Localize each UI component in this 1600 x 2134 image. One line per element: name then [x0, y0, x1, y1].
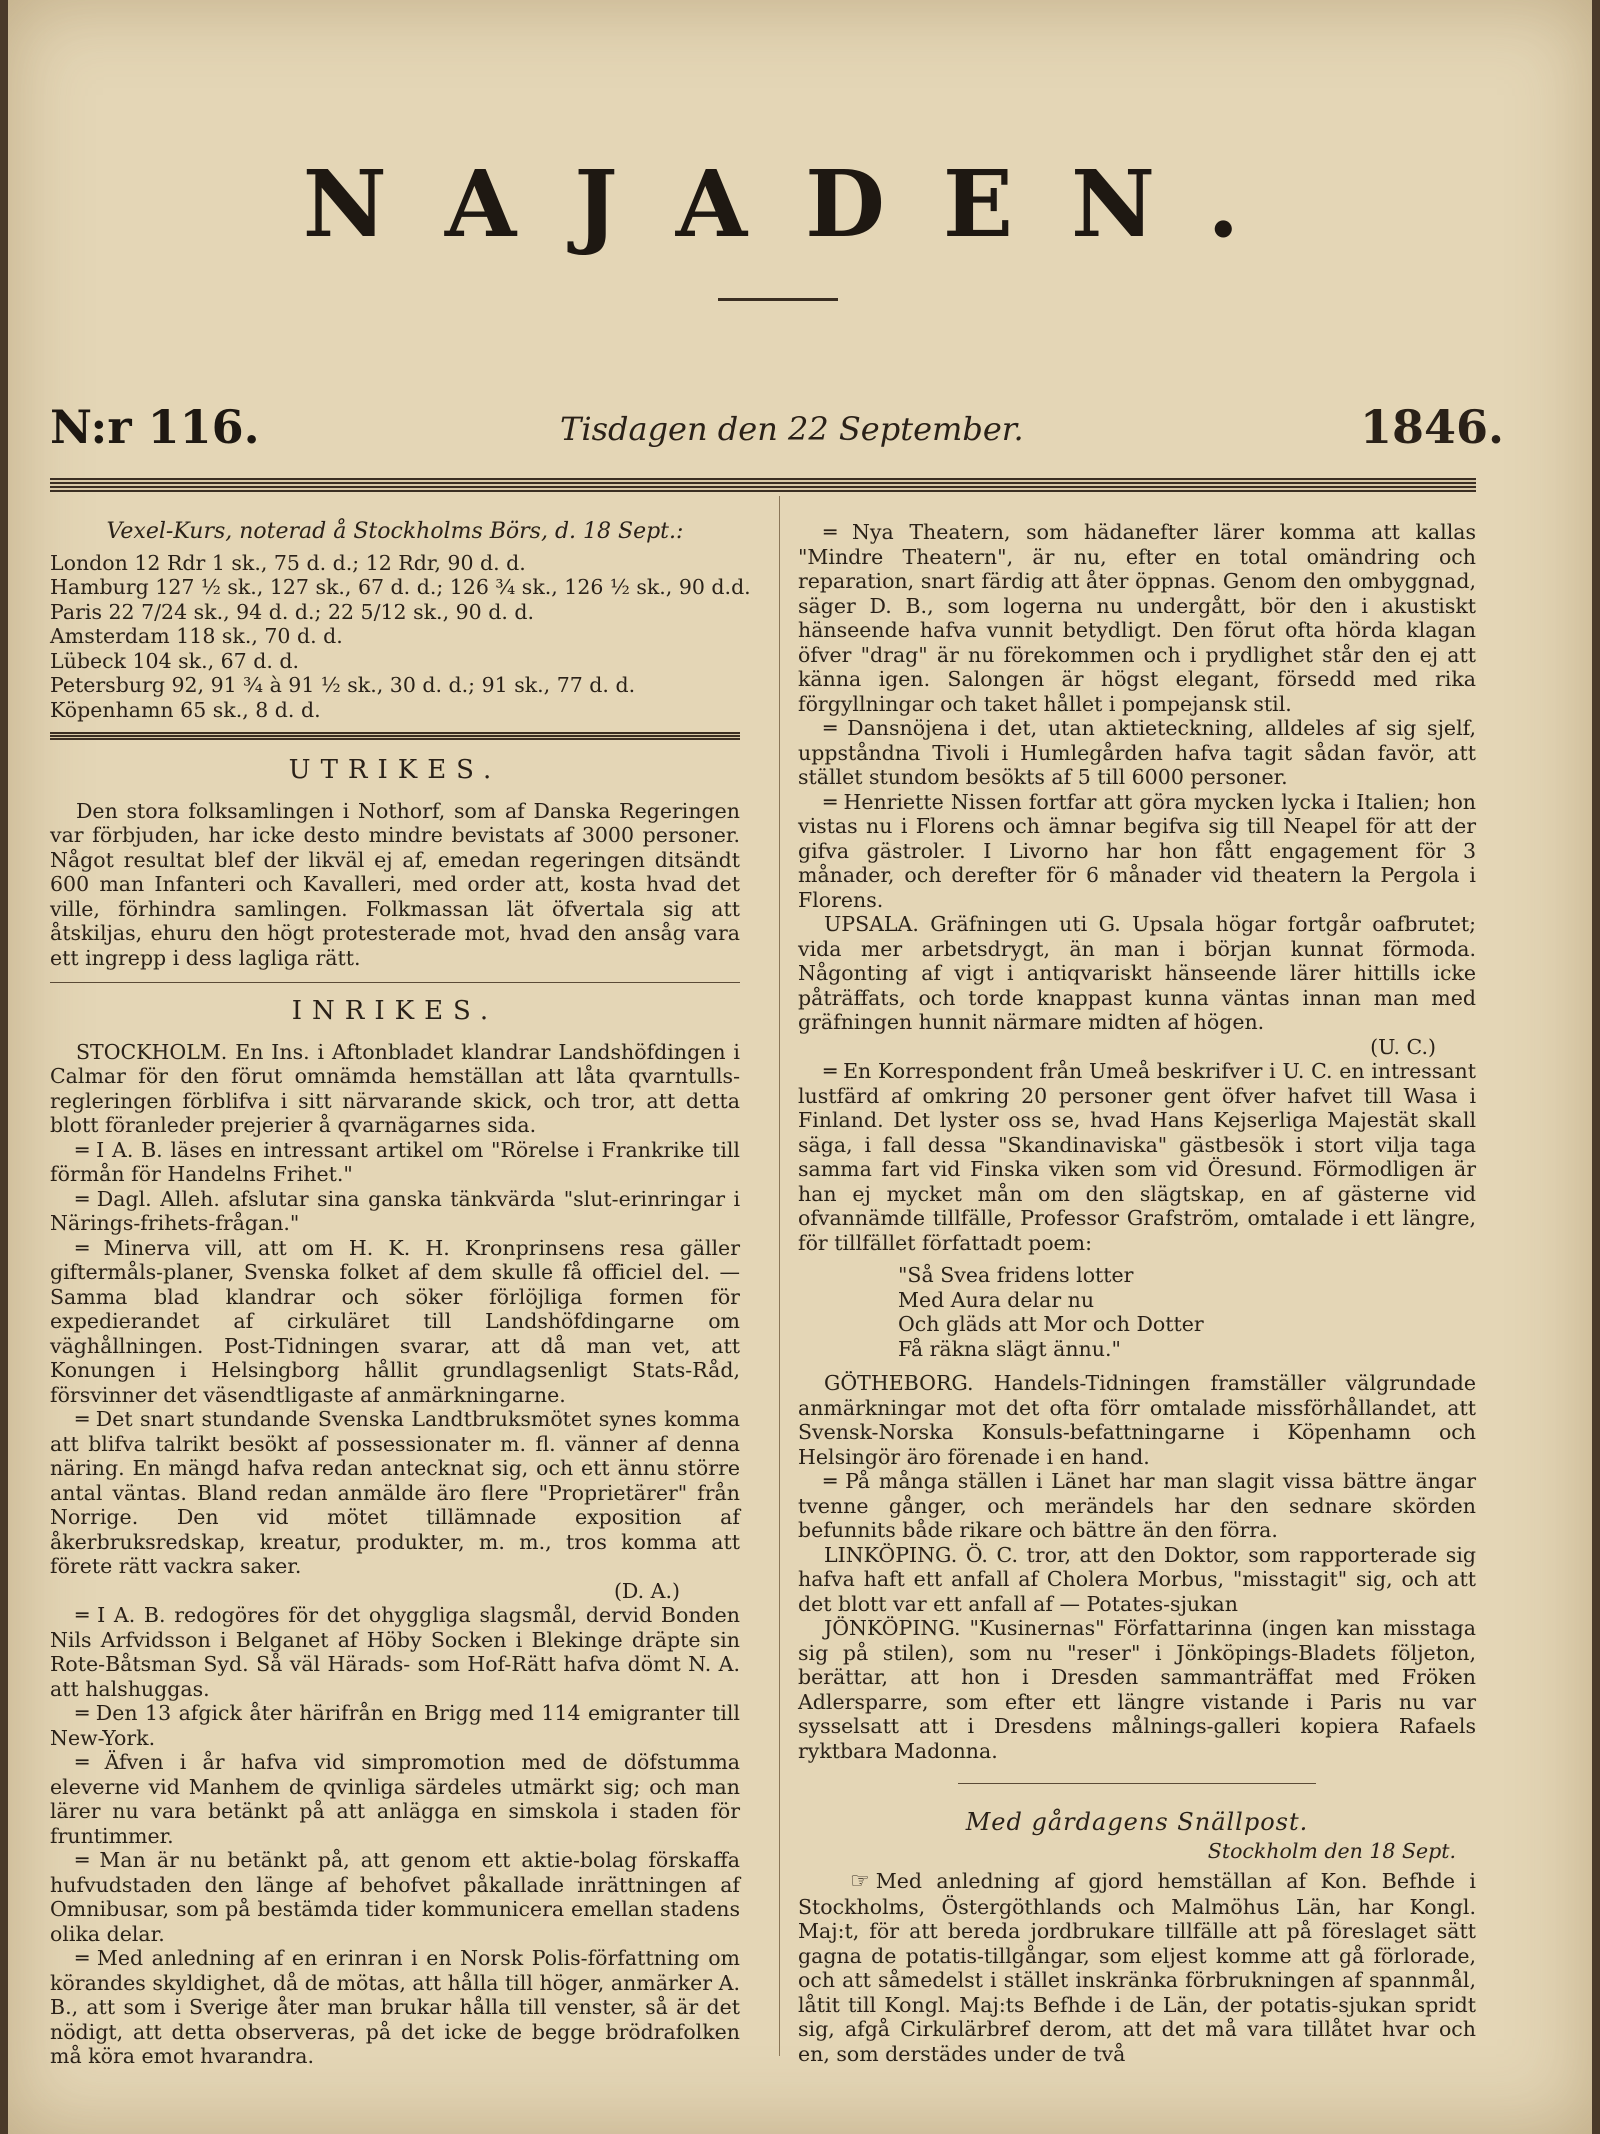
inrikes-article: ═ I A. B. läses en intressant artikel om "Rörelse i Frankrike till förmån för Handelns Frihet." [50, 1137, 740, 1186]
snallpost-text: Med anledning af gjord hemställan af Kon. Befhde i Stockholms, Östergöthlands och Malmöhus Län, har Kongl. Maj:t, för att bereda jordbrukare tillfälle att på föreslaget sätt gagna de potatis-tillgångar, som eljest komme att gå förlorade, och att såmedelst i stället inskränka förbrukningen af spannmål, låtit till Kongl. Maj:ts Befhde i de Län, der potatis-sjukan spridt sig, afgå Cirkulärbref derom, att det må vara tillåtet hvar och en, som derstädes under de två [798, 1869, 1476, 2066]
snallpost-dateline: Stockholm den 18 Sept. [1207, 1838, 1456, 1863]
issue-line [50, 400, 1505, 460]
inrikes-article: ═ Med anledning af en erinran i en Norsk Polis-författning om körandes skyldighet, då de mötas, att hålla till höger, anmärker A. B., att som i Sverige åter man brukar hålla till venster, så är det nödigt, att detta observeras, på det icke de begge brödrafolken må köra emot hvarandra. [50, 1946, 740, 2068]
inrikes-article: ═ Det snart stundande Svenska Landtbruksmötet synes komma att blifva talrikt besökt af possessionater m. fl. vänner af denna näring. En mängd hafva redan antecknat sig, och ett ännu större antal väntas. Bland redan anmälde äro flere "Proprietärer" från Norrige. Den vid mötet tillämnade exposition af åkerbruksredskap, kreatur, produkter, m. m., tros komma att förete rätt vackra saker. [50, 1407, 740, 1578]
news-article: ═ På många ställen i Länet har man slagit vissa bättre ängar tvenne gånger, och merändels har den sednare skörden befunnits både rikare och bättre än den förra. [798, 1469, 1476, 1542]
exchange-rate-line: Hamburg 127 ½ sk., 127 sk., 67 d. d.; 126 ¾ sk., 126 ½ sk., 90 d.d. [50, 575, 751, 599]
section-rule [50, 982, 740, 983]
utrikes-article: Den stora folksamlingen i Nothorf, som af Danska Regeringen var förbjuden, har icke desto mindre bevistats af 3000 personer. Något resultat blef der likväl ej af, emedan regeringen ditsändt 600 man Infanteri och Kavalleri, med order att, kosta hvad det ville, förhindra samlingen. Folkmassan lät öfvertala sig att åtskiljas, ehuru den högt protesterade mot, hvad den ansåg vara ett ingrepp i dess lagliga rätt. [50, 798, 740, 970]
column-divider [779, 496, 780, 2056]
poem-line: Få räkna slägt ännu." [898, 1336, 1121, 1361]
exchange-rate-line: Lübeck 104 sk., 67 d. d. [50, 648, 300, 673]
inrikes-article: ═ Äfven i år hafva vid simpromotion med de döfstumma eleverne vid Manhem de qvinliga särdeles utmärkt sig; och man lärer nu vara betänkt på att anlägga en simskola i staden för fruntimmer. [50, 1750, 740, 1848]
section-rule [50, 732, 740, 740]
news-article: JÖNKÖPING. "Kusinernas" Författarinna (ingen kan misstaga sig på stilen), som nu "reser" i Jönköpings-Bladets följeton, berättar, att hon i Dresden sammanträffat med Fröken Adlersparre, som efter ett längre vistande i Paris nu var sysselsatt att i Dresdens målnings-galleri kopiera Rafaels ryktbara Madonna. [798, 1616, 1476, 1763]
inrikes-article: ═ Man är nu betänkt på, att genom ett aktie-bolag förskaffa hufvudstaden den länge af behofvet påkallade inrättningen af Omnibusar, som på bestämda tider kommunicera emellan stadens olika delar. [50, 1848, 740, 1946]
left-column [50, 519, 751, 2069]
snallpost-article [798, 1869, 1476, 2066]
news-article: UPSALA. Gräfningen uti G. Upsala högar fortgår oafbrutet; vida mer arbetsdrygt, än man i början kunnat förmoda. Någonting af vigt i antiqvariskt hänseende lärer hittills icke påträffats, och torde knappast kunna väntas innan man med gräfningen hunnit närmare midten af högen. [798, 912, 1476, 1034]
poem-quote [898, 1263, 1476, 1361]
source-signature: (D. A.) [613, 1578, 680, 1603]
exchange-rate-list [50, 550, 751, 723]
issue-date: Tisdagen den 22 September. [560, 410, 1024, 448]
section-rule [958, 1783, 1316, 1784]
exchange-rate-line: Paris 22 7/24 sk., 94 d. d.; 22 5/12 sk., 90 d. d. [50, 599, 534, 624]
issue-number: N:r 116. [50, 400, 260, 454]
source-signature: (U. C.) [1370, 1034, 1436, 1059]
news-article: ═ Dansnöjena i det, utan aktieteckning, alldeles af sig sjelf, uppståndna Tivoli i Humlegården hafva tagit sådan favör, att stället stundom besökts af 5 till 6000 personer. [798, 716, 1476, 789]
right-column [798, 520, 1476, 2066]
pointing-hand-icon: ☞ [850, 1869, 870, 1894]
newspaper-page [8, 0, 1592, 2134]
masthead-rule [718, 298, 838, 301]
issue-year: 1846. [1360, 400, 1505, 454]
exchange-rate-line: Petersburg 92, 91 ¾ à 91 ½ sk., 30 d. d.; 91 sk., 77 d. d. [50, 673, 636, 697]
news-article: ═ En Korrespondent från Umeå beskrifver i U. C. en intressant lustfärd af omkring 20 personer gent öfver hafvet till Wasa i Finland. Det lyster oss se, hvad Hans Kejserliga Majestät skall säga, i fall dessa "Skandinaviska" gästbesök i stort vilja taga samma fart vid Finska viken som vid Öresund. Förmodligen är han ej mycket mån om den slägtskap, en af gästerne vid ofvannämde tillfälle, Professor Grafström, omtalade i ett längre, för tillfället författadt poem: [798, 1059, 1476, 1255]
inrikes-heading: INRIKES. [291, 996, 499, 1026]
inrikes-article: STOCKHOLM. En Ins. i Aftonbladet klandrar Landshöfdingen i Calmar för den förut omnämda hemställan att låta qvarntulls-regleringen förblifva i sitt närvarande skick, och tror, att detta blott föranleder prejerier å qvarnägarnes sida. [50, 1039, 740, 1137]
exchange-rate-title: Vexel-Kurs, noterad å Stockholms Börs, d. 18 Sept.: [106, 519, 684, 544]
inrikes-article: ═ Minerva vill, att om H. K. H. Kronprinsens resa gäller giftermåls-planer, Svenska folket af dem skulle få officiel del. — Samma blad klandrar och söker förlöjliga formen för expedierandet af cirkuläret till Landshöfdingarne om väghållningen. Post-Tidningen svarar, att då man vet, att Konungen i Helsingborg hållit grundlagsenligt Stats-Råd, försvinner det väsendtligaste af anmärkningarne. [50, 1235, 740, 1407]
news-article: ═ Nya Theatern, som hädanefter lärer komma att kallas "Mindre Theatern", är nu, efter en total omändring och reparation, snart färdig att åter öppnas. Genom den ombyggnad, säger D. B., som logerna nu undergått, bör den i akustiskt hänseende hafva vunnit betydligt. Den förut ofta hörda klagan öfver "drag" är nu förekommen och i prydlighet står den ej att känna igen. Salongen är högst elegant, försedd med rika förgyllningar och taket hållet i pompejansk stil. [798, 520, 1476, 716]
inrikes-article: ═ I A. B. redogöres för det ohyggliga slagsmål, dervid Bonden Nils Arfvidsson i Belganet af Höby Socken i Blekinge dräpte sin Rote-Båtsman Syd. Så väl Härads- som Hof-Rätt hafva dömt N. A. att halshuggas. [50, 1603, 740, 1701]
poem-line: Och gläds att Mor och Dotter [898, 1312, 1204, 1336]
inrikes-article: ═ Den 13 afgick åter härifrån en Brigg med 114 emigranter till New-York. [50, 1701, 740, 1750]
snallpost-heading: Med gårdagens Snällpost. [965, 1808, 1309, 1836]
utrikes-heading: UTRIKES. [288, 755, 502, 785]
poem-line: "Så Svea fridens lotter [898, 1263, 1134, 1287]
inrikes-article: ═ Dagl. Alleh. afslutar sina ganska tänkvärda "slut-erinringar i Närings-frihets-frågan." [50, 1186, 740, 1235]
poem-line: Med Aura delar nu [898, 1287, 1095, 1312]
masthead-title: NAJADEN. [302, 150, 1298, 258]
news-article: LINKÖPING. Ö. C. tror, att den Doktor, som rapporterade sig hafva haft ett anfall af Cholera Morbus, "misstagit" sig, och att det blott var ett anfall af — Potates-sjukan [798, 1542, 1476, 1616]
news-article: GÖTHEBORG. Handels-Tidningen framställer välgrundade anmärkningar mot det ofta förr omtalade missförhållandet, att Svensk-Norska Konsuls-befattningarne i Köpenhamn och Helsingör äro förenade i en hand. [798, 1371, 1476, 1469]
exchange-rate-line: Amsterdam 118 sk., 70 d. d. [50, 624, 343, 648]
header-rule [50, 478, 1476, 492]
exchange-rate-line: London 12 Rdr 1 sk., 75 d. d.; 12 Rdr, 90 d. d. [50, 550, 526, 575]
exchange-rate-line: Köpenhamn 65 sk., 8 d. d. [50, 697, 321, 722]
news-article: ═ Henriette Nissen fortfar att göra mycken lycka i Italien; hon vistas nu i Florens och ämnar begifva sig till Neapel för att der gifva gästroler. I Livorno har hon fått engagement för 3 månader, och derefter för 6 månader vid theatern la Pergola i Florens. [798, 789, 1476, 912]
